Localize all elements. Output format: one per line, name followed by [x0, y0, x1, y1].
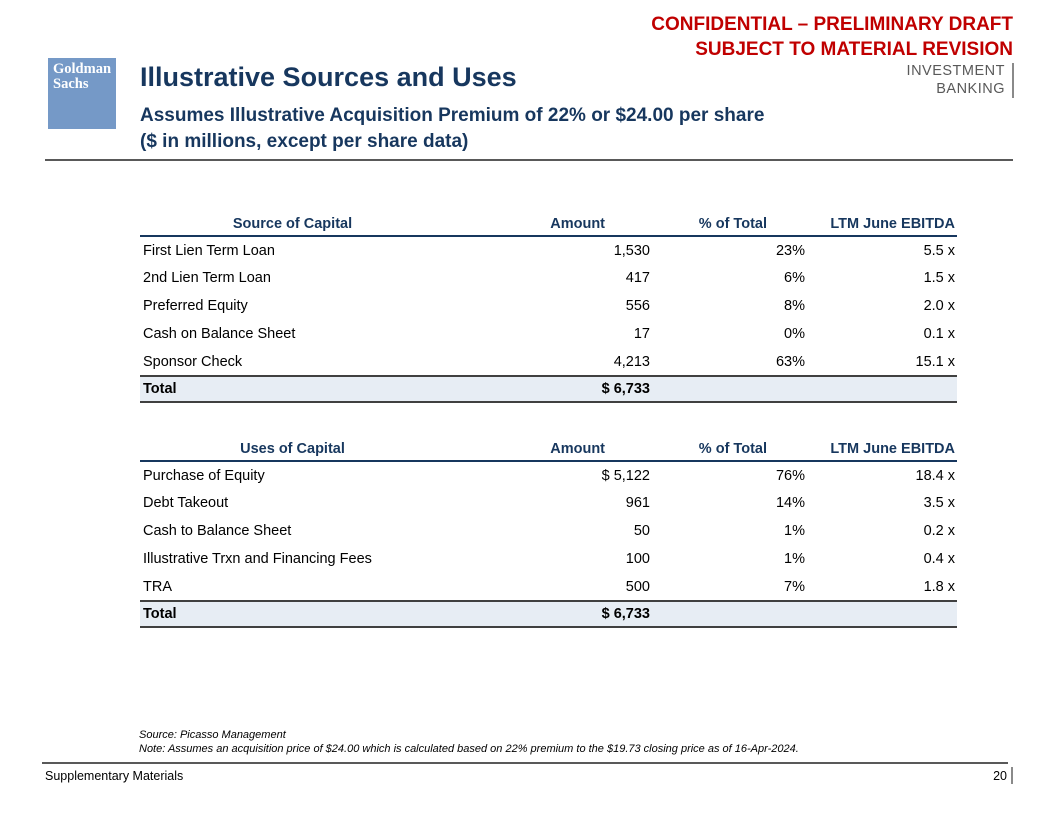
- brand-line-2: BANKING: [936, 80, 1005, 97]
- row-label: Debt Takeout: [143, 495, 229, 511]
- row-label: Sponsor Check: [143, 353, 243, 370]
- table-row: [140, 292, 957, 320]
- row-ebitda: 3.5 x: [923, 495, 955, 511]
- row-pct: 1%: [784, 551, 805, 567]
- row-ebitda: 2.0 x: [923, 298, 955, 314]
- row-label: 2nd Lien Term Loan: [143, 270, 271, 286]
- total-label: Total: [140, 376, 445, 402]
- table-row: [140, 489, 957, 517]
- note-line: Note: Assumes an acquisition price of $24.00 which is calculated based on 22% premium to the $19.73 closing price as of 16-Apr-2024.: [139, 743, 799, 755]
- total-ebitda: [805, 601, 957, 627]
- footer-bar: [45, 767, 1013, 784]
- total-pct: [650, 376, 805, 402]
- row-amount: 50: [633, 523, 650, 539]
- row-ebitda: 15.1 x: [915, 353, 955, 370]
- table-row: [140, 517, 957, 545]
- footer-divider: [42, 762, 1008, 764]
- page-title: Illustrative Sources and Uses: [140, 62, 517, 92]
- row-pct: 8%: [784, 298, 805, 314]
- row-ebitda: 0.4 x: [923, 551, 955, 567]
- row-pct: 0%: [784, 326, 805, 342]
- page-subtitle: [140, 103, 764, 155]
- column-header-source-of-capital: Source of Capital: [140, 213, 445, 236]
- total-amount: $ 6,733: [445, 376, 650, 402]
- table-row: [140, 264, 957, 292]
- row-ebitda: 18.4 x: [915, 467, 955, 484]
- page-number: 20: [993, 768, 1007, 783]
- row-pct: 63%: [775, 353, 805, 370]
- column-header-amount: Amount: [445, 438, 650, 461]
- row-ebitda: 0.2 x: [923, 523, 955, 539]
- goldman-sachs-logo: [48, 58, 116, 129]
- column-header-amount: Amount: [445, 213, 650, 236]
- table-row: [140, 461, 957, 489]
- column-header-uses-of-capital: Uses of Capital: [140, 438, 445, 461]
- table-row: [140, 320, 957, 348]
- row-pct: 7%: [784, 578, 805, 595]
- column-header-pct-of-total: % of Total: [650, 438, 805, 461]
- row-amount: 1,530: [613, 242, 650, 259]
- row-amount: 556: [625, 298, 650, 314]
- row-pct: 14%: [775, 495, 805, 511]
- confidential-line-1: CONFIDENTIAL – PRELIMINARY DRAFT: [651, 14, 1013, 35]
- row-amount: 100: [625, 551, 650, 567]
- row-label: TRA: [143, 578, 172, 595]
- row-pct: 1%: [784, 523, 805, 539]
- total-ebitda: [805, 376, 957, 402]
- logo-line-1: Goldman: [53, 61, 112, 77]
- table-header-row: [140, 438, 957, 461]
- row-label: Cash to Balance Sheet: [143, 523, 292, 539]
- sources-of-capital-table: [140, 213, 957, 403]
- column-header-pct-of-total: % of Total: [650, 213, 805, 236]
- table-row: [140, 236, 957, 264]
- row-ebitda: 5.5 x: [923, 242, 955, 259]
- row-amount: 961: [625, 495, 650, 511]
- row-pct: 6%: [784, 270, 805, 286]
- uses-of-capital-table: [140, 438, 957, 628]
- column-header-ltm-june-ebitda: LTM June EBITDA: [805, 213, 957, 236]
- row-label: Illustrative Trxn and Financing Fees: [143, 551, 372, 567]
- row-amount: 4,213: [613, 353, 650, 370]
- page-number-divider: [1011, 767, 1013, 784]
- row-label: First Lien Term Loan: [143, 242, 275, 259]
- logo-line-2: Sachs: [53, 76, 89, 92]
- row-label: Purchase of Equity: [143, 467, 265, 484]
- column-header-ltm-june-ebitda: LTM June EBITDA: [805, 438, 957, 461]
- row-label: Cash on Balance Sheet: [143, 326, 296, 342]
- row-amount: 417: [625, 270, 650, 286]
- footer-section-label: Supplementary Materials: [45, 768, 184, 783]
- row-amount: 17: [633, 326, 650, 342]
- source-line: Source: Picasso Management: [139, 729, 286, 741]
- page-number-wrap: [993, 767, 1013, 784]
- investment-banking-brand: [907, 63, 1014, 98]
- subtitle-line-2: ($ in millions, except per share data): [140, 131, 469, 152]
- total-amount: $ 6,733: [445, 601, 650, 627]
- header-divider: [45, 159, 1013, 161]
- confidential-banner: [651, 12, 1013, 62]
- total-label: Total: [140, 601, 445, 627]
- brand-line-1: INVESTMENT: [906, 63, 1005, 79]
- total-row: [140, 376, 957, 402]
- table-row: [140, 573, 957, 601]
- table-row: [140, 545, 957, 573]
- table-row: [140, 348, 957, 376]
- row-amount: $ 5,122: [601, 467, 650, 484]
- subtitle-line-1: Assumes Illustrative Acquisition Premium of 22% or $24.00 per share: [140, 105, 765, 126]
- row-ebitda: 0.1 x: [923, 326, 955, 342]
- row-ebitda: 1.8 x: [923, 578, 955, 595]
- source-notes: [139, 728, 799, 756]
- row-pct: 23%: [775, 242, 805, 259]
- table-header-row: [140, 213, 957, 236]
- row-ebitda: 1.5 x: [923, 270, 955, 286]
- row-amount: 500: [625, 578, 650, 595]
- total-row: [140, 601, 957, 627]
- total-pct: [650, 601, 805, 627]
- confidential-line-2: SUBJECT TO MATERIAL REVISION: [695, 39, 1013, 60]
- row-pct: 76%: [775, 467, 805, 484]
- row-label: Preferred Equity: [143, 298, 248, 314]
